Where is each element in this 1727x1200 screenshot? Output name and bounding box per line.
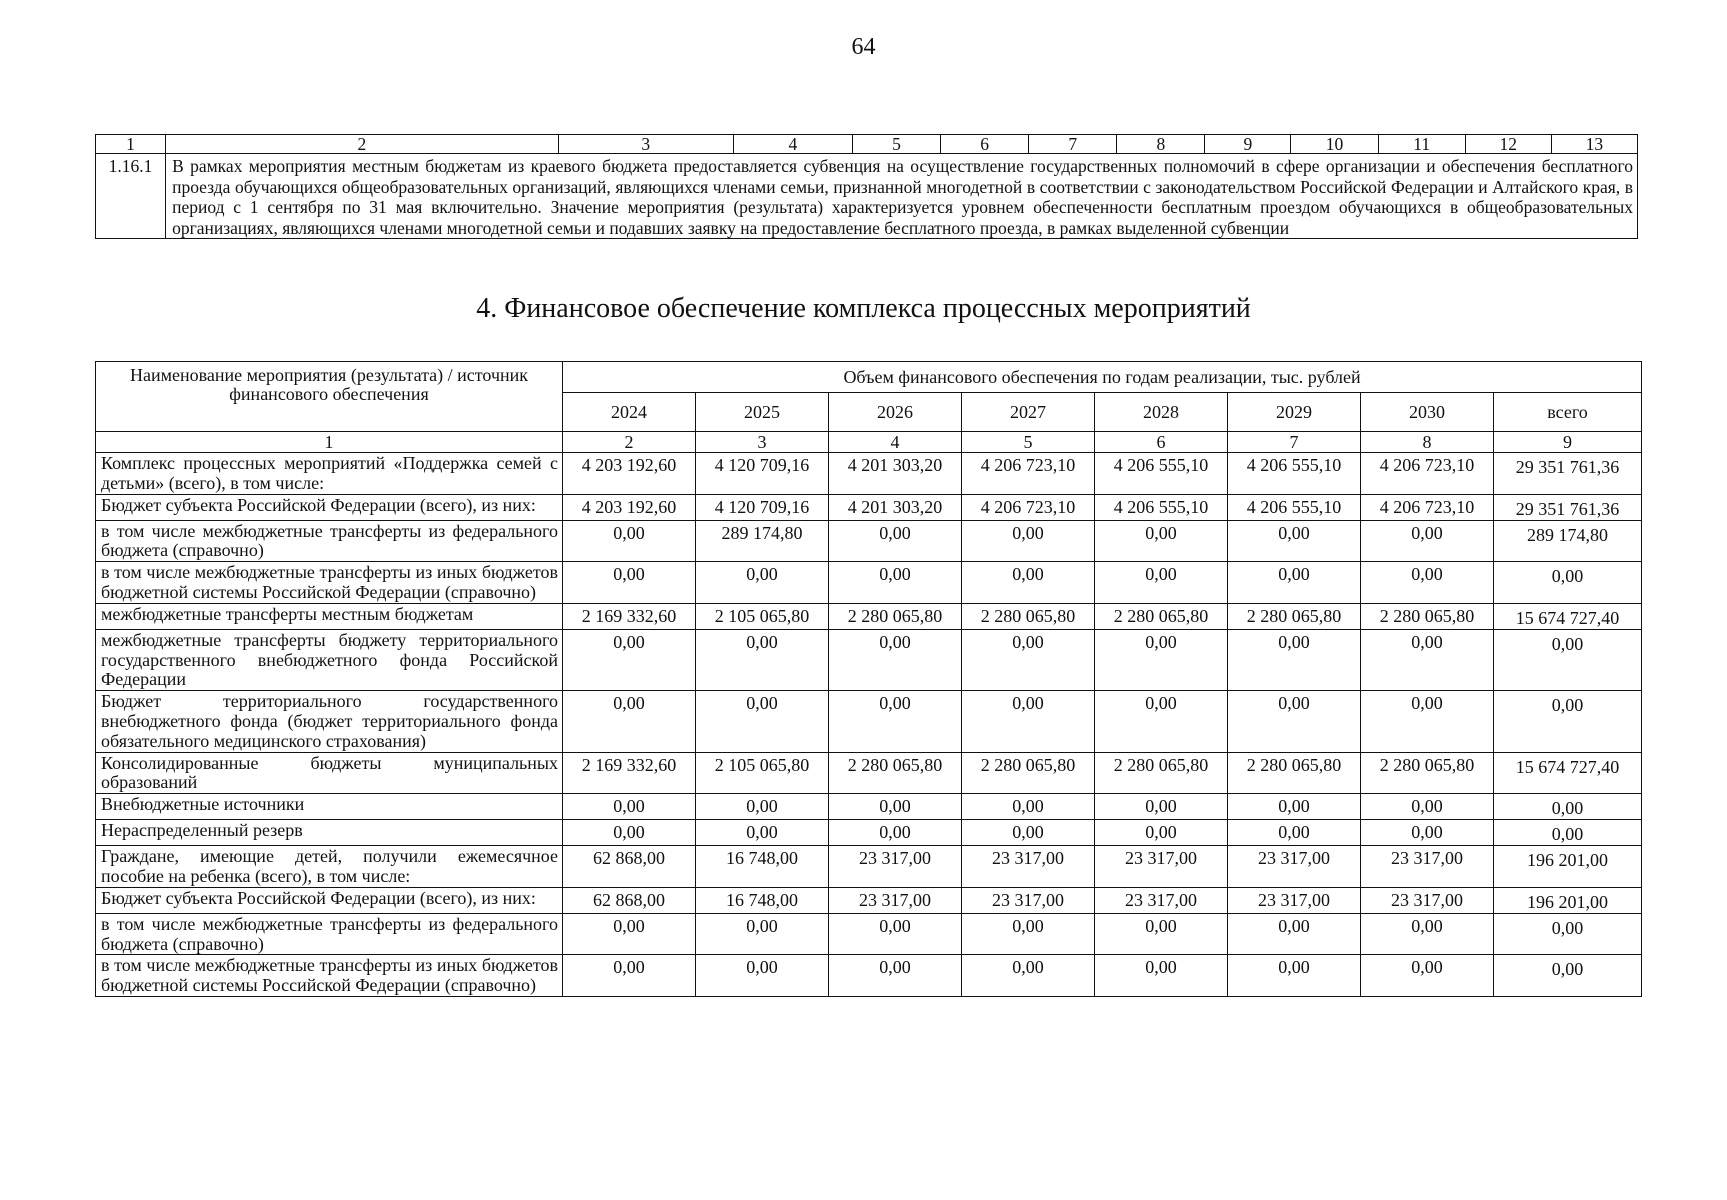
row-value: 0,00: [962, 913, 1095, 955]
row-total-value: 0,00: [1494, 629, 1642, 690]
row-value: 0,00: [962, 520, 1095, 562]
row-name: Бюджет субъекта Российской Федерации (всего), из них:: [96, 887, 563, 913]
row-value: 0,00: [829, 520, 962, 562]
column-number: 4: [829, 432, 962, 453]
row-value: 0,00: [1095, 820, 1228, 846]
row-value: 0,00: [563, 691, 696, 752]
row-value: 0,00: [1361, 691, 1494, 752]
row-value: 0,00: [1361, 562, 1494, 604]
row-value: 2 280 065,80: [1095, 603, 1228, 629]
row-total-value: 0,00: [1494, 955, 1642, 997]
row-value: 0,00: [563, 955, 696, 997]
header-volume: Объем финансового обеспечения по годам реализации, тыс. рублей: [563, 362, 1642, 393]
row-value: 0,00: [1228, 913, 1361, 955]
column-number: 11: [1378, 135, 1465, 154]
row-value: 0,00: [1095, 629, 1228, 690]
year-header: 2029: [1228, 393, 1361, 432]
row-value: 0,00: [1361, 820, 1494, 846]
row-value: 0,00: [962, 562, 1095, 604]
row-value: 0,00: [962, 794, 1095, 820]
row-value: 4 120 709,16: [696, 494, 829, 520]
column-number: 13: [1551, 135, 1637, 154]
row-value: 23 317,00: [962, 846, 1095, 888]
row-value: 0,00: [1095, 913, 1228, 955]
table-row: [96, 562, 1642, 604]
table-row: [96, 955, 1642, 997]
column-number: 2: [166, 135, 559, 154]
row-value: 4 120 709,16: [696, 453, 829, 495]
row-name: Комплекс процессных мероприятий «Поддержка семей с детьми» (всего), в том числе:: [96, 453, 563, 495]
column-number: 12: [1465, 135, 1551, 154]
table-row: [96, 691, 1642, 752]
row-name: Нераспределенный резерв: [96, 820, 563, 846]
row-value: 0,00: [696, 691, 829, 752]
column-number: 1: [96, 432, 563, 453]
row-value: 2 280 065,80: [962, 752, 1095, 794]
table-row: [96, 629, 1642, 690]
row-total-value: 0,00: [1494, 562, 1642, 604]
row-value: 23 317,00: [1228, 887, 1361, 913]
row-value: 23 317,00: [829, 846, 962, 888]
row-name: межбюджетные трансферты бюджету территориального государственного внебюджетного фонда Российской Федерации: [96, 629, 563, 690]
row-value: 0,00: [1228, 562, 1361, 604]
row-total-value: 0,00: [1494, 691, 1642, 752]
column-number: 8: [1361, 432, 1494, 453]
year-header: 2025: [696, 393, 829, 432]
row-name: Бюджет субъекта Российской Федерации (всего), из них:: [96, 494, 563, 520]
row-value: 0,00: [563, 520, 696, 562]
row-name: Бюджет территориального государственного внебюджетного фонда (бюджет территориального фонда обязательного медицинского страхования): [96, 691, 563, 752]
row-value: 0,00: [1228, 955, 1361, 997]
row-value: 23 317,00: [1361, 887, 1494, 913]
total-header: всего: [1494, 393, 1642, 432]
row-value: 0,00: [829, 691, 962, 752]
row-total-value: 0,00: [1494, 913, 1642, 955]
row-value: 0,00: [1228, 520, 1361, 562]
row-name: в том числе межбюджетные трансферты из федерального бюджета (справочно): [96, 520, 563, 562]
column-number: 2: [563, 432, 696, 453]
table-row: [96, 846, 1642, 888]
row-value: 0,00: [696, 562, 829, 604]
row-value: 23 317,00: [1095, 887, 1228, 913]
row-value: 0,00: [1228, 691, 1361, 752]
row-value: 0,00: [962, 629, 1095, 690]
row-value: 0,00: [1361, 794, 1494, 820]
row-value: 23 317,00: [829, 887, 962, 913]
row-name: Консолидированные бюджеты муниципальных образований: [96, 752, 563, 794]
row-value: 2 280 065,80: [829, 603, 962, 629]
row-value: 2 280 065,80: [1361, 603, 1494, 629]
row-value: 0,00: [563, 820, 696, 846]
row-value: 0,00: [563, 913, 696, 955]
table-row: [96, 913, 1642, 955]
measure-description-table: [95, 134, 1638, 239]
row-value: 0,00: [563, 794, 696, 820]
row-total-value: 29 351 761,36: [1494, 494, 1642, 520]
year-header: 2027: [962, 393, 1095, 432]
column-number: 4: [733, 135, 852, 154]
row-value: 0,00: [829, 913, 962, 955]
row-value: 2 280 065,80: [1228, 752, 1361, 794]
financing-table: [95, 361, 1642, 997]
row-total-value: 15 674 727,40: [1494, 752, 1642, 794]
row-name: межбюджетные трансферты местным бюджетам: [96, 603, 563, 629]
column-number: 7: [1029, 135, 1117, 154]
row-value: 0,00: [1095, 520, 1228, 562]
year-header: 2026: [829, 393, 962, 432]
row-name: в том числе межбюджетные трансферты из иных бюджетов бюджетной системы Российской Федерации (справочно): [96, 955, 563, 997]
measure-description: В рамках мероприятия местным бюджетам из краевого бюджета предоставляется субвенция на осуществление государственных полномочий в сфере организации и обеспечения бесплатного проезда обучающихся общеобразовательных организаций, являющихся членами семьи, признанной многодетной в соответствии с законодательством Российской Федерации и Алтайского края, в период с 1 сентября по 31 мая включительно. Значение мероприятия (результата) характеризуется уровнем обеспеченности бесплатным проездом обучающихся в общеобразовательных организациях, являющихся членами многодетной семьи и подавших заявку на предоставление бесплатного проезда, в рамках выделенной субвенции: [166, 154, 1638, 239]
row-value: 0,00: [1095, 955, 1228, 997]
row-total-value: 289 174,80: [1494, 520, 1642, 562]
column-number: 9: [1205, 135, 1291, 154]
row-value: 0,00: [696, 820, 829, 846]
row-total-value: 0,00: [1494, 794, 1642, 820]
row-total-value: 0,00: [1494, 820, 1642, 846]
row-value: 4 203 192,60: [563, 453, 696, 495]
row-value: 0,00: [829, 629, 962, 690]
row-name: Внебюджетные источники: [96, 794, 563, 820]
row-value: 0,00: [1228, 629, 1361, 690]
row-name: в том числе межбюджетные трансферты из иных бюджетов бюджетной системы Российской Федерации (справочно): [96, 562, 563, 604]
header-measure-name: Наименование мероприятия (результата) / источник финансового обеспечения: [96, 362, 563, 432]
row-name: Граждане, имеющие детей, получили ежемесячное пособие на ребенка (всего), в том числе:: [96, 846, 563, 888]
row-value: 4 206 723,10: [962, 453, 1095, 495]
row-value: 2 105 065,80: [696, 603, 829, 629]
table-row: [96, 752, 1642, 794]
column-number: 6: [1095, 432, 1228, 453]
row-total-value: 196 201,00: [1494, 846, 1642, 888]
column-number: 5: [962, 432, 1095, 453]
row-value: 2 169 332,60: [563, 603, 696, 629]
row-value: 23 317,00: [1361, 846, 1494, 888]
row-value: 4 206 723,10: [1361, 494, 1494, 520]
column-number-row: [96, 135, 1638, 154]
page-number: 64: [851, 34, 876, 60]
row-value: 0,00: [1228, 794, 1361, 820]
table-row: [96, 603, 1642, 629]
row-value: 0,00: [696, 794, 829, 820]
row-value: 16 748,00: [696, 846, 829, 888]
row-value: 2 280 065,80: [962, 603, 1095, 629]
row-value: 4 206 723,10: [962, 494, 1095, 520]
column-number: 7: [1228, 432, 1361, 453]
column-number: 1: [96, 135, 166, 154]
row-value: 4 203 192,60: [563, 494, 696, 520]
table-row: [96, 794, 1642, 820]
row-value: 0,00: [1095, 562, 1228, 604]
row-value: 4 206 555,10: [1228, 494, 1361, 520]
row-value: 0,00: [962, 955, 1095, 997]
row-value: 0,00: [1361, 955, 1494, 997]
table-row: [96, 887, 1642, 913]
table-row: [96, 520, 1642, 562]
column-number: 6: [941, 135, 1029, 154]
row-value: 4 201 303,20: [829, 453, 962, 495]
row-value: 289 174,80: [696, 520, 829, 562]
row-value: 2 280 065,80: [1228, 603, 1361, 629]
row-value: 4 201 303,20: [829, 494, 962, 520]
column-number: 3: [696, 432, 829, 453]
column-number: 3: [558, 135, 733, 154]
row-name: в том числе межбюджетные трансферты из федерального бюджета (справочно): [96, 913, 563, 955]
row-value: 23 317,00: [1228, 846, 1361, 888]
row-total-value: 29 351 761,36: [1494, 453, 1642, 495]
row-value: 0,00: [1361, 520, 1494, 562]
row-value: 4 206 555,10: [1095, 453, 1228, 495]
column-number-row: [96, 432, 1642, 453]
row-value: 0,00: [829, 794, 962, 820]
row-value: 0,00: [696, 955, 829, 997]
row-value: 2 280 065,80: [1095, 752, 1228, 794]
year-header: 2028: [1095, 393, 1228, 432]
row-value: 0,00: [1228, 820, 1361, 846]
row-value: 0,00: [829, 562, 962, 604]
row-value: 0,00: [1361, 629, 1494, 690]
column-number: 5: [852, 135, 940, 154]
row-value: 2 169 332,60: [563, 752, 696, 794]
row-value: 0,00: [1361, 913, 1494, 955]
row-value: 0,00: [1095, 691, 1228, 752]
row-value: 23 317,00: [1095, 846, 1228, 888]
row-value: 4 206 723,10: [1361, 453, 1494, 495]
row-value: 62 868,00: [563, 887, 696, 913]
row-value: 23 317,00: [962, 887, 1095, 913]
row-value: 2 280 065,80: [1361, 752, 1494, 794]
row-value: 4 206 555,10: [1095, 494, 1228, 520]
row-value: 0,00: [962, 820, 1095, 846]
column-number: 8: [1117, 135, 1205, 154]
table-row: [96, 453, 1642, 495]
row-value: 0,00: [1095, 794, 1228, 820]
year-header: 2024: [563, 393, 696, 432]
row-value: 0,00: [962, 691, 1095, 752]
table-row: [96, 154, 1638, 239]
table-row: [96, 820, 1642, 846]
year-header: 2030: [1361, 393, 1494, 432]
row-value: 2 280 065,80: [829, 752, 962, 794]
measure-number: 1.16.1: [96, 154, 166, 239]
row-value: 4 206 555,10: [1228, 453, 1361, 495]
section-title: 4. Финансовое обеспечение комплекса процессных мероприятий: [476, 293, 1251, 324]
row-value: 0,00: [563, 562, 696, 604]
row-value: 0,00: [829, 955, 962, 997]
row-value: 0,00: [696, 913, 829, 955]
row-value: 2 105 065,80: [696, 752, 829, 794]
financing-table-body: [96, 453, 1642, 997]
row-value: 0,00: [696, 629, 829, 690]
table-row: [96, 494, 1642, 520]
row-total-value: 196 201,00: [1494, 887, 1642, 913]
row-total-value: 15 674 727,40: [1494, 603, 1642, 629]
row-value: 62 868,00: [563, 846, 696, 888]
column-number: 9: [1494, 432, 1642, 453]
row-value: 16 748,00: [696, 887, 829, 913]
column-number: 10: [1291, 135, 1378, 154]
row-value: 0,00: [563, 629, 696, 690]
row-value: 0,00: [829, 820, 962, 846]
